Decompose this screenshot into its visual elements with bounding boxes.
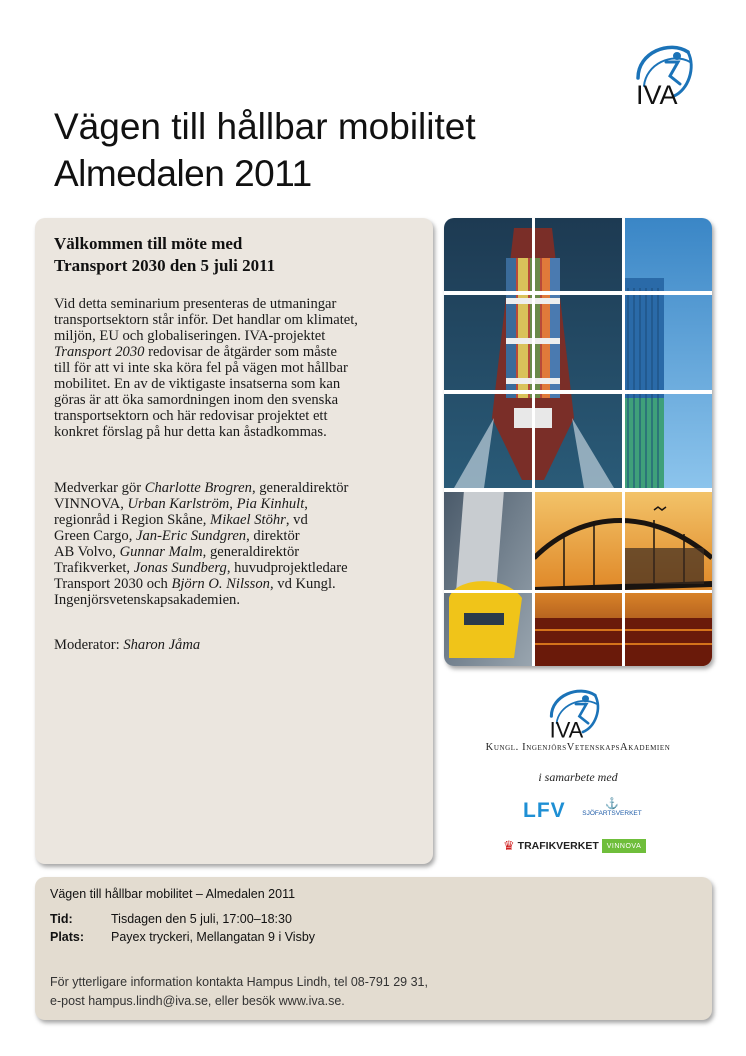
invitation-heading bbox=[54, 233, 424, 277]
participant-name: Urban Karlström bbox=[127, 496, 230, 512]
participant-name: Jonas Sundberg bbox=[133, 560, 227, 576]
lfv-logo: LFV bbox=[523, 799, 566, 822]
trafikverket-logo: ♛ TRAFIKVERKET bbox=[503, 838, 599, 853]
event-place-row: Plats: Payex tryckeri, Mellangatan 9 i Visby bbox=[50, 930, 316, 944]
event-info-title: Vägen till hållbar mobilitet – Almedalen 2011 bbox=[50, 887, 296, 901]
page-subtitle: Almedalen 2011 bbox=[54, 153, 312, 194]
moderator-line: Moderator: Sharon Jåma bbox=[54, 637, 201, 653]
heading-line: Välkommen till möte med bbox=[54, 234, 243, 253]
event-time-row: Tid: Tisdagen den 5 juli, 17:00–18:30 bbox=[50, 912, 292, 926]
participants-paragraph: Medverkar gör Charlotte Brogren, generaldirektör VINNOVA, Urban Karlström, Pia Kinhult, regionråd i Region Skåne, Mikael Stöhr, vd Green Cargo, Jan-Eric Sundgren, direktör AB Volvo, Gunnar Malm, generaldirektör Trafikverket, Jonas Sundberg, huvudprojektledare Transport 2030 och Björn O. Nilsson, vd Kungl. Ingenjörsvetenskapsakademien. bbox=[54, 480, 349, 608]
participant-name: Pia Kinhult bbox=[236, 496, 305, 512]
iva-logo bbox=[630, 38, 700, 108]
intro-paragraph: Vid detta seminarium presenteras de utmaningar transportsektorn står inför. Det handlar om klimatet, miljön, EU och globaliseringen. IVA-projektet Transport 2030 redovisar de åtgärder som måste till för att vi inte ska köra fel på vägen mot hållbar mobilitet. En av de viktigaste insatserna som kan göras är att öka samordningen inom den svenska transportsektorn och här redovisar projektet ett konkret förslag på hur detta kan åstadkommas. bbox=[54, 296, 358, 440]
moderator-name: Sharon Jåma bbox=[123, 637, 201, 653]
iva-logo-small bbox=[544, 683, 606, 739]
participant-name: Charlotte Brogren bbox=[144, 480, 252, 496]
participant-name: Björn O. Nilsson bbox=[171, 576, 270, 592]
heading-line: Transport 2030 den 5 juli 2011 bbox=[54, 256, 276, 275]
participant-name: Mikael Stöhr bbox=[210, 512, 286, 528]
anchor-icon: ⚓ bbox=[605, 798, 619, 810]
collaboration-label: i samarbete med bbox=[538, 770, 618, 784]
sjofartsverket-logo: ⚓ SJÖFARTSVERKET bbox=[582, 798, 642, 817]
photo-collage bbox=[444, 218, 712, 666]
vinnova-logo: VINNOVA bbox=[602, 839, 646, 853]
page-title: Vägen till hållbar mobilitet bbox=[54, 106, 476, 147]
svg-text:IVA: IVA bbox=[636, 80, 678, 108]
participant-name: Jan-Eric Sundgren bbox=[136, 528, 247, 544]
contact-info: För ytterligare information kontakta Hampus Lindh, tel 08-791 29 31, e-post hampus.lindh@iva.se, eller besök www.iva.se. bbox=[50, 975, 428, 1008]
svg-text:IVA: IVA bbox=[549, 717, 584, 739]
project-name: Transport 2030 bbox=[54, 344, 145, 360]
crown-icon: ♛ bbox=[503, 838, 515, 853]
academy-name: Kungl. IngenjörsVetenskapsAkademien bbox=[485, 742, 671, 753]
participant-name: Gunnar Malm bbox=[119, 544, 203, 560]
